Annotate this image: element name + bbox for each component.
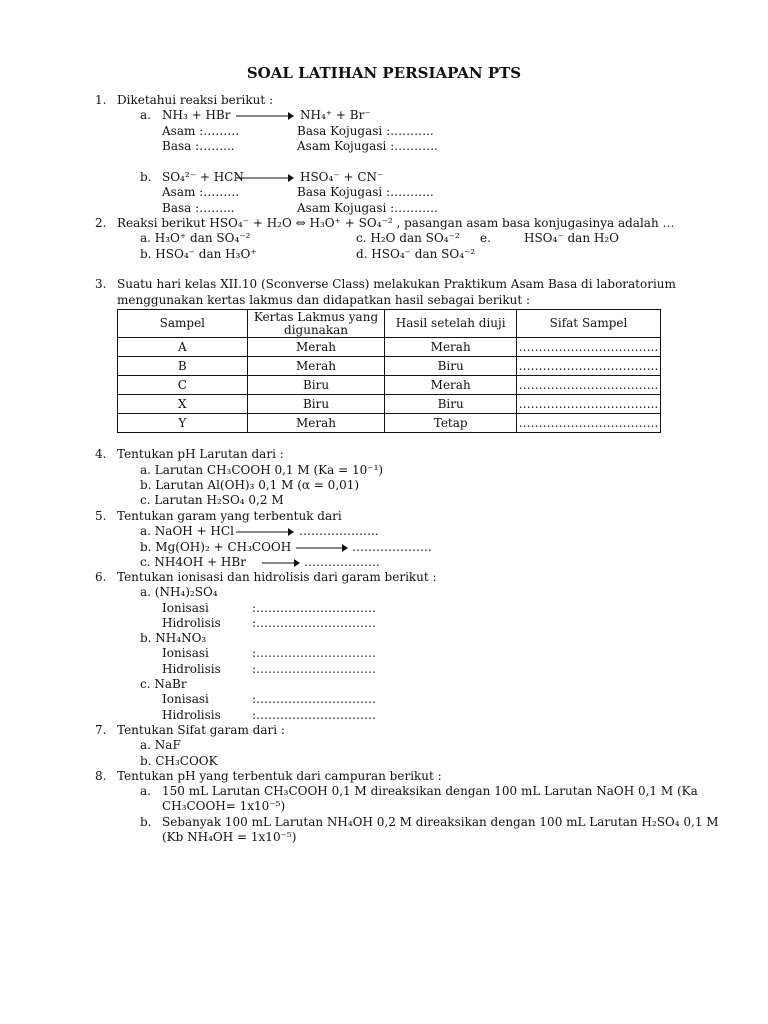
basa-blank: Basa :……...	[162, 139, 235, 153]
item-a-salt: a. (NH₄)₂SO₄	[140, 585, 218, 599]
question-number: 7.	[95, 723, 107, 737]
table-row	[118, 376, 661, 395]
ionisasi-label: Ionisasi	[162, 692, 209, 706]
reaction-arrow-icon	[296, 543, 348, 553]
column-header: Hasil setelah diuji	[385, 310, 517, 338]
question-number: 5.	[95, 509, 107, 523]
option-c: c. H₂O dan SO₄⁻²	[356, 231, 460, 245]
hidrolisis-label: Hidrolisis	[162, 662, 221, 676]
table-cell: Merah	[385, 376, 517, 395]
item-label: b.	[140, 815, 152, 829]
item-c-reactants: c. NH4OH + HBr	[140, 555, 246, 569]
ionisasi-blank: :…………………………	[252, 601, 377, 615]
item-b-blank: ………………..	[352, 540, 432, 554]
basa-blank: Basa :……...	[162, 201, 235, 215]
ionisasi-blank: :…………………………	[252, 692, 377, 706]
table-cell: Merah	[385, 338, 517, 357]
table-row	[118, 395, 661, 414]
table-row	[118, 338, 661, 357]
table-cell: C	[118, 376, 248, 395]
option-e-label: e.	[480, 231, 491, 245]
asam-blank: Asam :………	[162, 124, 240, 138]
question-text: Diketahui reaksi berikut :	[117, 93, 274, 107]
column-header: Kertas Lakmus yang digunakan	[247, 310, 385, 338]
hidrolisis-blank: :…………………………	[252, 616, 377, 630]
reaction-arrow-icon	[236, 527, 294, 537]
item-label: a.	[140, 108, 151, 122]
table-cell: Merah	[247, 338, 385, 357]
asam-kojugasi-blank: Asam Kojugasi :………..	[297, 201, 438, 215]
table-cell: Biru	[247, 395, 385, 414]
table-cell: Biru	[385, 357, 517, 376]
table-cell: ……………………………..	[517, 414, 661, 433]
table-cell: A	[118, 338, 248, 357]
question-text: menggunakan kertas lakmus dan didapatkan hasil sebagai berikut :	[117, 293, 531, 307]
question-number: 4.	[95, 447, 107, 461]
table-cell: ……………………………..	[517, 357, 661, 376]
ionisasi-blank: :…………………………	[252, 646, 377, 660]
asam-kojugasi-blank: Asam Kojugasi :………..	[297, 139, 438, 153]
item-b: b. Larutan Al(OH)₃ 0,1 M (α = 0,01)	[140, 478, 360, 492]
ionisasi-label: Ionisasi	[162, 646, 209, 660]
item-label: a.	[140, 784, 151, 798]
hidrolisis-blank: :…………………………	[252, 662, 377, 676]
hidrolisis-label: Hidrolisis	[162, 708, 221, 722]
table-cell: ……………………………..	[517, 338, 661, 357]
table-cell: Tetap	[385, 414, 517, 433]
option-d: d. HSO₄⁻ dan SO₄⁻²	[356, 247, 476, 261]
reaction-reactants: SO₄²⁻ + HCN	[162, 170, 244, 184]
question-text: Tentukan garam yang terbentuk dari	[117, 509, 342, 523]
item-label: b.	[140, 170, 152, 184]
basa-kojugasi-blank: Basa Kojugasi :………..	[297, 124, 434, 138]
question-text: Tentukan pH yang terbentuk dari campuran berikut :	[117, 769, 442, 783]
table-cell: Y	[118, 414, 248, 433]
item-c-salt: c. NaBr	[140, 677, 187, 691]
table-cell: Biru	[385, 395, 517, 414]
question-text: Tentukan ionisasi dan hidrolisis dari garam berikut :	[117, 570, 437, 584]
question-number: 1.	[95, 93, 107, 107]
item-b-salt: b. NH₄NO₃	[140, 631, 207, 645]
question-number: 8.	[95, 769, 107, 783]
question-number: 6.	[95, 570, 107, 584]
basa-kojugasi-blank: Basa Kojugasi :………..	[297, 185, 434, 199]
table-cell: ……………………………..	[517, 395, 661, 414]
item-a: a. Larutan CH₃COOH 0,1 M (Ka = 10⁻¹)	[140, 463, 384, 477]
item-a-blank: ………………..	[299, 524, 379, 538]
reaction-arrow-icon	[236, 111, 294, 121]
item-a: a. NaF	[140, 738, 181, 752]
question-text: Tentukan Sifat garam dari :	[117, 723, 285, 737]
column-header: Sampel	[118, 310, 248, 338]
item-b-line1: Sebanyak 100 mL Larutan NH₄OH 0,2 M direaksikan dengan 100 mL Larutan H₂SO₄ 0,1 M	[162, 815, 719, 829]
item-c-blank: ……………….	[304, 555, 380, 569]
question-text: Tentukan pH Larutan dari :	[117, 447, 284, 461]
question-text: Reaksi berikut HSO₄⁻ + H₂O ⇔ H₃O⁺ + SO₄⁻² , pasangan asam basa konjugasinya adalah …	[117, 216, 675, 230]
item-b-reactants: b. Mg(OH)₂ + CH₃COOH	[140, 540, 292, 554]
question-number: 3.	[95, 277, 107, 291]
column-header: Sifat Sampel	[517, 310, 661, 338]
litmus-results-table	[117, 309, 661, 433]
ionisasi-label: Ionisasi	[162, 601, 209, 615]
item-a-line2: CH₃COOH= 1x10⁻⁵)	[162, 799, 286, 813]
item-b: b. CH₃COOK	[140, 754, 218, 768]
reaction-arrow-icon	[262, 558, 300, 568]
item-b-line2: (Kb NH₄OH = 1x10⁻⁵)	[162, 830, 297, 844]
option-b: b. HSO₄⁻ dan H₃O⁺	[140, 247, 257, 261]
table-row	[118, 357, 661, 376]
option-e: HSO₄⁻ dan H₂O	[524, 231, 619, 245]
hidrolisis-label: Hidrolisis	[162, 616, 221, 630]
table-header-row	[118, 310, 661, 338]
table-cell: X	[118, 395, 248, 414]
reaction-products: NH₄⁺ + Br⁻	[300, 108, 371, 122]
table-cell: Merah	[247, 357, 385, 376]
table-cell: Biru	[247, 376, 385, 395]
table-row	[118, 414, 661, 433]
hidrolisis-blank: :…………………………	[252, 708, 377, 722]
asam-blank: Asam :………	[162, 185, 240, 199]
question-number: 2.	[95, 216, 107, 230]
table-cell: Merah	[247, 414, 385, 433]
option-a: a. H₃O⁺ dan SO₄⁻²	[140, 231, 251, 245]
item-a-reactants: a. NaOH + HCl	[140, 524, 234, 538]
item-c: c. Larutan H₂SO₄ 0,2 M	[140, 493, 284, 507]
reaction-products: HSO₄⁻ + CN⁻	[300, 170, 384, 184]
reaction-arrow-icon	[236, 173, 294, 183]
table-cell: ……………………………..	[517, 376, 661, 395]
table-cell: B	[118, 357, 248, 376]
item-a-line1: 150 mL Larutan CH₃COOH 0,1 M direaksikan dengan 100 mL Larutan NaOH 0,1 M (Ka	[162, 784, 698, 798]
page-title: SOAL LATIHAN PERSIAPAN PTS	[246, 64, 522, 82]
reaction-reactants: NH₃ + HBr	[162, 108, 231, 122]
question-text: Suatu hari kelas XII.10 (Sconverse Class) melakukan Praktikum Asam Basa di laboratorium	[117, 277, 676, 291]
